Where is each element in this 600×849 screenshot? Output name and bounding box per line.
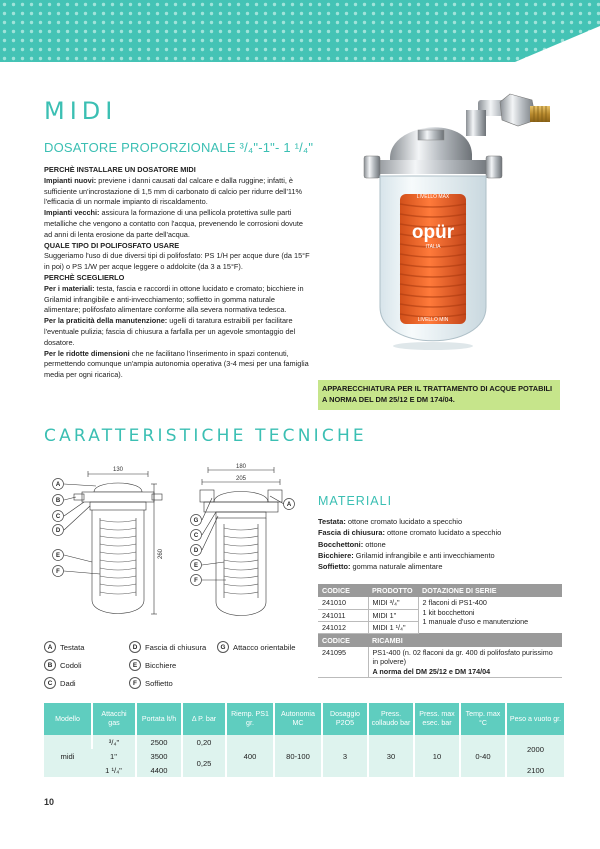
drawing-label-a-right: A xyxy=(286,502,292,509)
dimension-205: 205 xyxy=(235,476,247,482)
drawing-label-c: C xyxy=(55,514,61,521)
legend-row xyxy=(44,674,314,692)
model-cell: midi xyxy=(44,735,92,777)
table-row: 241095 PS1-400 (n. 02 flaconi da gr. 400 di polifosfato purissimo in polvere) A norma del DM 25/12 e DM 174/04 xyxy=(318,647,562,678)
table-row: 1 ¹/₄" 4400 2100 xyxy=(44,763,564,777)
legend-row xyxy=(44,656,314,674)
parts-legend xyxy=(44,638,314,692)
paragraph-maintenance: Per la praticità della manutenzione: ugelli di taratura estraibili per facilitare l'eventuale pulizia; fascia di chiusura a farfalla per un agevole smontaggio del dosatore. xyxy=(44,316,296,347)
legend-item-b: B Codoli xyxy=(44,659,129,671)
page-title: MIDI xyxy=(44,97,118,125)
paragraph-polyphosphate: Suggeriamo l'uso di due diversi tipi di polifosfato: PS 1/H per acque dure (da 15°F in poi) o PS 1/W per acque leggere o addolcite (da 3 a 15°F). xyxy=(44,251,310,272)
table-row: 241011 MIDI 1" xyxy=(318,609,562,621)
dimension-130: 130 xyxy=(112,467,124,473)
drawing-label-f-right: F xyxy=(194,578,198,585)
materials-title: MATERIALI xyxy=(318,494,393,508)
legend-item-d: D Fascia di chiusura xyxy=(129,641,217,653)
legend-item-f: F Soffietto xyxy=(129,677,173,689)
table-row: 241010 MIDI ³/₄" 2 flaconi di PS1-400 1 kit bocchettoni 1 manuale d'uso e manutenzione xyxy=(318,597,562,609)
materials-list xyxy=(318,516,562,572)
heading-why-choose: PERCHÈ SCEGLIERLO xyxy=(44,272,125,282)
label-min-text: LIVELLO MIN xyxy=(417,317,449,323)
table-row: 241012 MIDI 1 ¹/₄" xyxy=(318,621,562,633)
ricambi-description: PS1-400 (n. 02 flaconi da gr. 400 di polifosfato purissimo in polvere) A norma del DM 25/12 e DM 174/04 xyxy=(368,647,562,678)
drawing-label-e: E xyxy=(55,553,61,560)
intro-text xyxy=(44,165,312,381)
ricambi-header-row xyxy=(318,633,562,647)
legend-item-g: G Attacco orientabile xyxy=(217,641,295,653)
drawing-label-d: D xyxy=(55,528,61,535)
header-ricambi: RICAMBI xyxy=(368,633,562,647)
product-photo xyxy=(360,92,560,372)
drawing-label-e-right: E xyxy=(193,563,199,570)
dimension-180: 180 xyxy=(235,464,247,470)
codes-header-row xyxy=(318,584,562,597)
material-item: Testata: ottone cromato lucidato a specchio xyxy=(318,517,463,526)
section-title-technical: CARATTERISTICHE TECNICHE xyxy=(44,426,367,446)
heading-polyphosphate: QUALE TIPO DI POLIFOSFATO USARE xyxy=(44,240,180,250)
label-max-text: LIVELLO MAX xyxy=(416,194,450,200)
brand-logo-text: opür xyxy=(411,222,455,243)
legend-item-e: E Bicchiere xyxy=(129,659,176,671)
material-item: Soffietto: gomma naturale alimentare xyxy=(318,562,443,572)
drawing-label-f: F xyxy=(56,569,60,576)
legend-item-c: C Dadi xyxy=(44,677,129,689)
drawing-label-b: B xyxy=(55,498,61,505)
drawing-label-g-right: G xyxy=(193,518,199,525)
paragraph-old-systems: Impianti vecchi: assicura la formazione di una pellicola protettiva sulle parti metalliche che vengono a contatto con l'acqua, prevenendo le corrosioni dovute ad anni di lenta erosione da parte dell'acqua. xyxy=(44,208,304,239)
drawing-label-d-right: D xyxy=(193,548,199,555)
technical-drawing xyxy=(44,462,300,630)
specifications-table xyxy=(44,703,564,777)
dotazione-cell: 2 flaconi di PS1-400 1 kit bocchettoni 1 manuale d'uso e manutenzione xyxy=(422,598,529,627)
label-mid-text: ITALIA xyxy=(425,244,441,250)
specs-header-row: Modello Attacchi gas Portata lt/h Δ P. bar Riemp. PS1 gr. Autonomia MC Dosaggio P2O5 Press. collaudo bar Press. max esec. bar Temp. max °C Peso a vuoto gr. xyxy=(44,703,564,735)
product-codes-table xyxy=(318,584,562,678)
table-row: midi ³/₄" 2500 0,20 400 80-100 3 30 10 0-40 2000 xyxy=(44,735,564,749)
drawing-label-a: A xyxy=(55,482,61,489)
legend-row xyxy=(44,638,314,656)
material-item: Bicchiere: Grilamid infrangibile e anti invecchiamento xyxy=(318,550,495,560)
drawing-label-c-right: C xyxy=(193,533,199,540)
legend-item-a: A Testata xyxy=(44,641,129,653)
material-item: Fascia di chiusura: ottone cromato lucidato a specchio xyxy=(318,528,502,538)
product-subtitle: DOSATORE PROPORZIONALE ³/₄"-1"- 1 ¹/₄" xyxy=(44,140,314,155)
paragraph-new-systems: Impianti nuovi: previene i danni causati dal calcare e dalla ruggine; infatti, è sufficiente un'incrostazione di 1,5 mm di carbonato di calcio per ridurre dell'11% l'efficacia di un normale impianto di riscaldamento. xyxy=(44,175,303,207)
paragraph-dimensions: Per le ridotte dimensioni che ne facilitano l'inserimento in spazi contenuti, permettendo comunque un'ampia autonomia operativa (3-4 mesi per una famiglia media per ogni ricarica). xyxy=(44,348,309,380)
header-code: CODICE xyxy=(318,584,368,597)
heading-why-install: PERCHÈ INSTALLARE UN DOSATORE MIDI xyxy=(44,165,196,174)
header-product: PRODOTTO xyxy=(368,584,418,597)
top-decorative-band xyxy=(0,0,600,62)
page-number: 10 xyxy=(44,797,55,807)
header-dotazione: DOTAZIONE DI SERIE xyxy=(418,584,562,597)
material-item: Bocchettoni: ottone xyxy=(318,539,386,549)
paragraph-materials: Per i materiali: testa, fascia e raccordi in ottone lucidato e cromato; bicchiere in Grilamid infrangibile e anti-invecchiamento; soffietto in gomma naturale alimentare; polifosfato alimentare conforme alla severa normativa tedesca. xyxy=(44,283,304,315)
dimension-260: 260 xyxy=(158,548,164,560)
table-row: 1" 3500 0,25 xyxy=(44,749,564,763)
norm-caption: APPARECCHIATURA PER IL TRATTAMENTO DI ACQUE POTABILI A NORMA DEL DM 25/12 E DM 174/04. xyxy=(318,380,560,410)
header-ricambi-code: CODICE xyxy=(318,633,368,647)
